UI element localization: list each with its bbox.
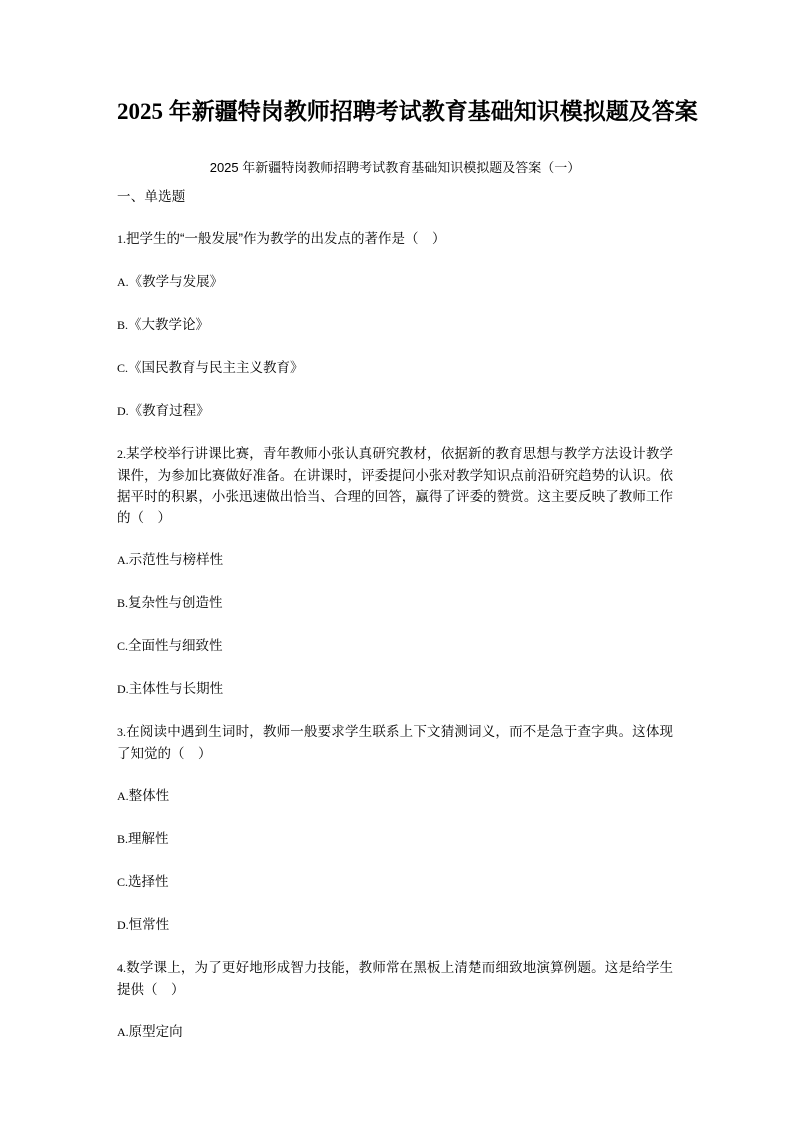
question-stem — [117, 228, 673, 250]
option-row[interactable] — [117, 314, 673, 336]
section-heading-single-choice: 一、单选题 — [117, 189, 186, 204]
option-row[interactable] — [117, 271, 673, 293]
option-letter: C. — [117, 639, 129, 653]
option-letter: A. — [117, 1025, 129, 1039]
question-stem — [117, 443, 673, 528]
question-text: 某学校举行讲课比赛，青年教师小张认真研究教材，依据新的教育思想与教学方法设计教学课件，为参加比赛做好准备。在讲课时，评委提问小张对教学知识点前沿研究趋势的认识。依据平时的积累，小张迅速做出恰当、合理的回答，赢得了评委的赞赏。这主要反映了教师工作的（ ） — [117, 446, 673, 525]
option-row[interactable] — [117, 592, 673, 614]
option-text: 主体性与长期性 — [128, 681, 224, 696]
document-body — [117, 186, 673, 1043]
option-row[interactable] — [117, 549, 673, 571]
question-stem — [117, 957, 673, 1000]
option-letter: A. — [117, 275, 129, 289]
option-text: 整体性 — [128, 788, 170, 803]
page-title: 2025 年新疆特岗教师招聘考试教育基础知识模拟题及答案 — [117, 99, 698, 124]
question-text: 把学生的“一般发展”作为教学的出发点的著作是（ ） — [126, 231, 446, 246]
option-letter: A. — [117, 789, 129, 803]
option-row[interactable] — [117, 785, 673, 807]
option-letter: A. — [117, 553, 129, 567]
option-text: 全面性与细致性 — [128, 638, 223, 653]
question-text: 数学课上，为了更好地形成智力技能，教师常在黑板上清楚而细致地演算例题。这是给学生提供（ ） — [117, 960, 673, 997]
option-text: 原型定向 — [128, 1024, 183, 1039]
question-number: 3. — [117, 725, 126, 739]
option-text: 《大教学论》 — [128, 317, 210, 332]
option-text: 理解性 — [128, 831, 169, 846]
option-text: 《国民教育与民主主义教育》 — [128, 360, 304, 375]
option-row[interactable] — [117, 828, 673, 850]
question-text: 在阅读中遇到生词时，教师一般要求学生联系上下文猜测词义，而不是急于查字典。这体现了知觉的（ ） — [117, 724, 673, 761]
question-number: 4. — [117, 961, 126, 975]
option-row[interactable] — [117, 914, 673, 936]
option-letter: B. — [117, 832, 129, 846]
option-text: 《教学与发展》 — [128, 274, 224, 289]
question-number: 1. — [117, 232, 126, 246]
option-letter: C. — [117, 361, 129, 375]
option-row[interactable] — [117, 357, 673, 379]
option-row[interactable] — [117, 1021, 673, 1043]
question-number: 2. — [117, 447, 126, 461]
document-subtitle: 2025 年新疆特岗教师招聘考试教育基础知识模拟题及答案（一） — [209, 160, 581, 175]
option-row[interactable] — [117, 635, 673, 657]
question-stem — [117, 721, 673, 764]
option-row[interactable] — [117, 871, 673, 893]
option-text: 示范性与榜样性 — [128, 552, 224, 567]
option-letter: B. — [117, 596, 129, 610]
option-row[interactable] — [117, 678, 673, 700]
option-text: 复杂性与创造性 — [128, 595, 223, 610]
option-letter: D. — [117, 404, 129, 418]
option-row[interactable] — [117, 400, 673, 422]
option-letter: C. — [117, 875, 129, 889]
option-letter: D. — [117, 682, 129, 696]
option-text: 《教育过程》 — [128, 403, 210, 418]
option-text: 选择性 — [128, 874, 169, 889]
option-text: 恒常性 — [128, 917, 170, 932]
option-letter: B. — [117, 318, 129, 332]
option-letter: D. — [117, 918, 129, 932]
